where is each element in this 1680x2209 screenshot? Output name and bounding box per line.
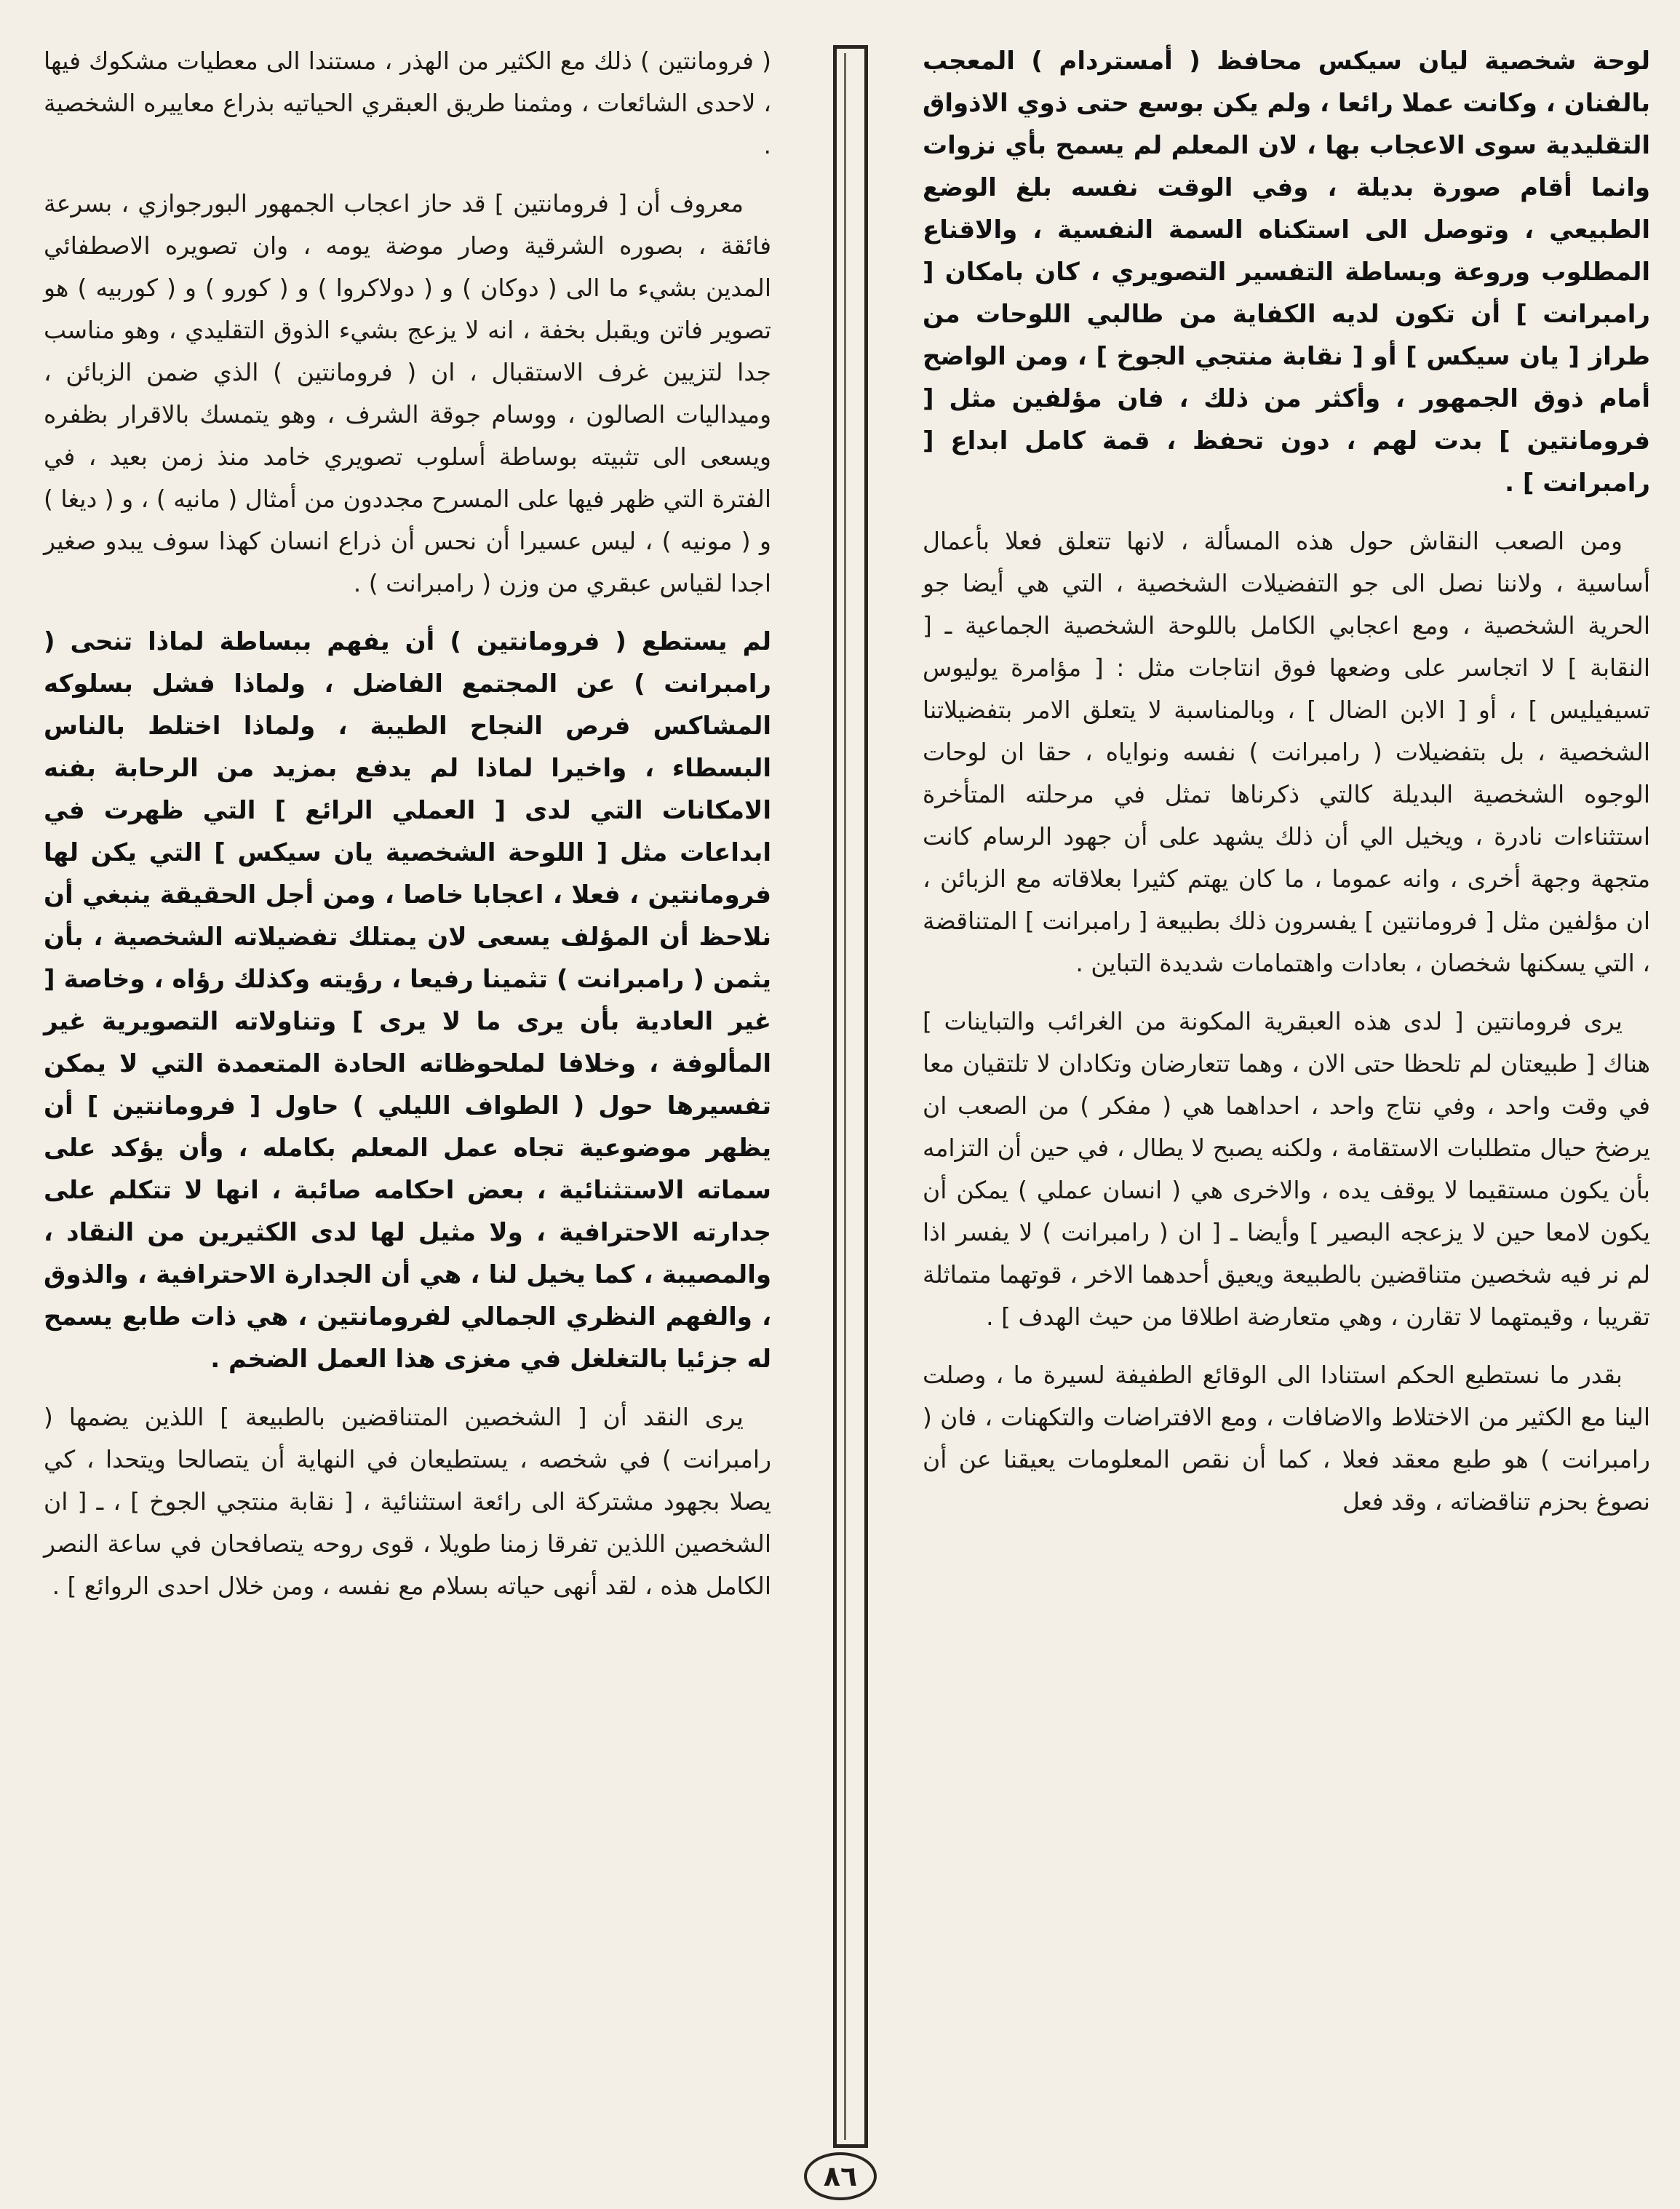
paragraph-right-3: يرى فرومانتين [ لدى هذه العبقرية المكونة من الغرائب والتباينات ] هناك [ طبيعتان لم تلحظا حتى الان ، وهما تتعارضان وتكادان لا تلتقيان معا في وقت واحد ، وفي نتاج واحد ، احداهما هي ( مفكر ) من الصعب ان يرضخ حيال متطلبات الاستقامة ، ولكنه يصبح لا يطال ، في حين أن التزامه بأن يكون مستقيما لا يوقف يده ، والاخرى هي ( انسان عملي ) يمكن أن يكون لامعا حين لا يزعجه البصير ] وأيضا ـ [ ان ( رامبرانت ) لا يفسر اذا لم نر فيه شخصين متناقضين بالطبيعة ويعيق أحدهما الاخر ، قوتهما متماثلة تقريبا ، وقيمتهما لا تقارن ، وهي متعارضة اطلاقا من حيث الهدف ] . xyxy=(923,1007,1650,1331)
column-divider xyxy=(833,45,868,2148)
paragraph-right-2: ومن الصعب النقاش حول هذه المسألة ، لانها تتعلق فعلا بأعمال أساسية ، ولاننا نصل الى جو التفضيلات الشخصية ، التي هي أيضا جو الحرية الشخصية ، ومع اعجابي الكامل باللوحة الشخصية الجماعية ـ [ النقابة ] لا اتجاسر على وضعها فوق انتاجات مثل : [ مؤامرة يوليوس تسيفيليس ] ، أو [ الابن الضال ] ، وبالمناسبة لا يتعلق الامر بتفضيلاتنا الشخصية ، بل بتفضيلات ( رامبرانت ) نفسه ونواياه ، حقا ان لوحات الوجوه الشخصية البديلة كالتي ذكرناها تمثل في مرحلته المتأخرة استثناءات نادرة ، ويخيل الي أن ذلك يشهد على أن جهود الرسام كانت متجهة وجهة أخرى ، وانه عموما ، ما كان يهتم كثيرا بعلاقاته مع الزبائن ، ان مؤلفين مثل [ فرومانتين ] يفسرون ذلك بطبيعة [ رامبرانت ] المتناقضة ، التي يسكنها شخصان ، بعادات واهتمامات شديدة التباين . xyxy=(923,527,1650,977)
right-text-column xyxy=(923,40,1650,1539)
paragraph-right-4: بقدر ما نستطيع الحكم استنادا الى الوقائع الطفيفة لسيرة ما ، وصلت الينا مع الكثير من الاختلاط والاضافات ، ومع الافتراضات والتكهنات ، فان ( رامبرانت ) هو طبع معقد فعلا ، كما أن نقص المعلومات يعيقنا عن أن نصوغ بحزم تناقضاته ، وقد فعل xyxy=(923,1361,1650,1516)
paragraph-left-1: ( فرومانتين ) ذلك مع الكثير من الهذر ، مستندا الى معطيات مشكوك فيها ، لاحدى الشائعات ، ومثمنا طريق العبقري الحياتيه بذراع معاييره الشخصية . xyxy=(44,47,771,159)
paragraph-left-2: معروف أن [ فرومانتين ] قد حاز اعجاب الجمهور البورجوازي ، بسرعة فائقة ، بصوره الشرقية وصار موضة يومه ، وان تصويره الاصطفائي المدين بشيء ما الى ( دوكان ) و ( دولاكروا ) و ( كورو ) و ( كوربيه ) هو تصوير فاتن ويقبل بخفة ، انه لا يزعج بشيء الذوق التقليدي ، وهو مناسب جدا لتزيين غرف الاستقبال ، ان ( فرومانتين ) الذي ضمن الزبائن ، وميداليات الصالون ، ووسام جوقة الشرف ، وهو يتمسك بالاقرار بظفره ويسعى الى تثبيته بوساطة أسلوب تصويري خامد منذ زمن بعيد ، في الفترة التي ظهر فيها على المسرح مجددون من أمثال ( مانيه ) ، و ( ديغا ) و ( مونيه ) ، ليس عسيرا أن نحس أن ذراع انسان كهذا سوف يبدو صغير اجدا لقياس عبقري من وزن ( رامبرانت ) . xyxy=(44,189,771,597)
paragraph-left-3: لم يستطع ( فرومانتين ) أن يفهم ببساطة لماذا تنحى ( رامبرانت ) عن المجتمع الفاضل ، ولماذا فشل بسلوكه المشاكس فرص النجاح الطيبة ، ولماذا اختلط بالناس البسطاء ، واخيرا لماذا لم يدفع بمزيد من الرحابة بفنه الامكانات التي لدى [ العملي الرائع ] التي ظهرت في ابداعات مثل [ اللوحة الشخصية يان سيكس ] التي يكن لها فرومانتين ، فعلا ، اعجابا خاصا ، ومن أجل الحقيقة ينبغي أن نلاحظ أن المؤلف يسعى لان يمتلك تفضيلاته الشخصية ، بأن يثمن ( رامبرانت ) تثمينا رفيعا ، رؤيته وكذلك رؤاه ، وخاصة [ غير العادية بأن يرى ما لا يرى ] وتناولاته التصويرية غير المألوفة ، وخلافا لملحوظاته الحادة المتعمدة التي لا يمكن تفسيرها حول ( الطواف الليلي ) حاول [ فرومانتين ] أن يظهر موضوعية تجاه عمل المعلم بكامله ، وأن يؤكد على سماته الاستثنائية ، بعض احكامه صائبة ، انها لا تتكلم على جدارته الاحترافية ، ولا مثيل لها لدى الكثيرين من النقاد ، والمصيبة ، كما يخيل لنا ، هي أن الجدارة الاحترافية ، والذوق ، والفهم النظري الجمالي لفرومانتين ، هي ذات طابع يسمح له جزئيا بالتغلغل في مغزى هذا العمل الضخم . xyxy=(44,627,771,1374)
paragraph-right-1: لوحة شخصية ليان سيكس محافظ ( أمستردام ) المعجب بالفنان ، وكانت عملا رائعا ، ولم يكن بوسع حتى ذوي الاذواق التقليدية سوى الاعجاب بها ، لان المعلم لم يسمح بأي نزوات وانما أقام صورة بديلة ، وفي الوقت نفسه بلغ الوضع الطبيعي ، وتوصل الى استكناه السمة النفسية ، والاقناع المطلوب وروعة وبساطة التفسير التصويري ، كان بامكان [ رامبرانت ] أن تكون لديه الكفاية من طالبي اللوحات من طراز [ يان سيكس ] أو [ نقابة منتجي الجوخ ] ، ومن الواضح أمام ذوق الجمهور ، وأكثر من ذلك ، فان مؤلفين مثل [ فرومانتين ] بدت لهم ، دون تحفظ ، قمة كامل ابداع [ رامبرانت ] . xyxy=(923,47,1650,498)
page-number: ٨٦ xyxy=(804,2152,877,2200)
paragraph-left-4: يرى النقد أن [ الشخصين المتناقضين بالطبيعة ] اللذين يضمها ( رامبرانت ) في شخصه ، يستطيعان في النهاية أن يتصالحا ويتحدا ، كي يصلا بجهود مشتركة الى رائعة استثنائية ، [ نقابة منتجي الجوخ ] ، ـ [ ان الشخصين اللذين تفرقا زمنا طويلا ، قوى روحه يتصافحان في ساعة النصر الكامل هذه ، لقد أنهى حياته بسلام مع نفسه ، ومن خلال احدى الروائع ] . xyxy=(44,1403,771,1600)
left-text-column xyxy=(44,40,771,1623)
